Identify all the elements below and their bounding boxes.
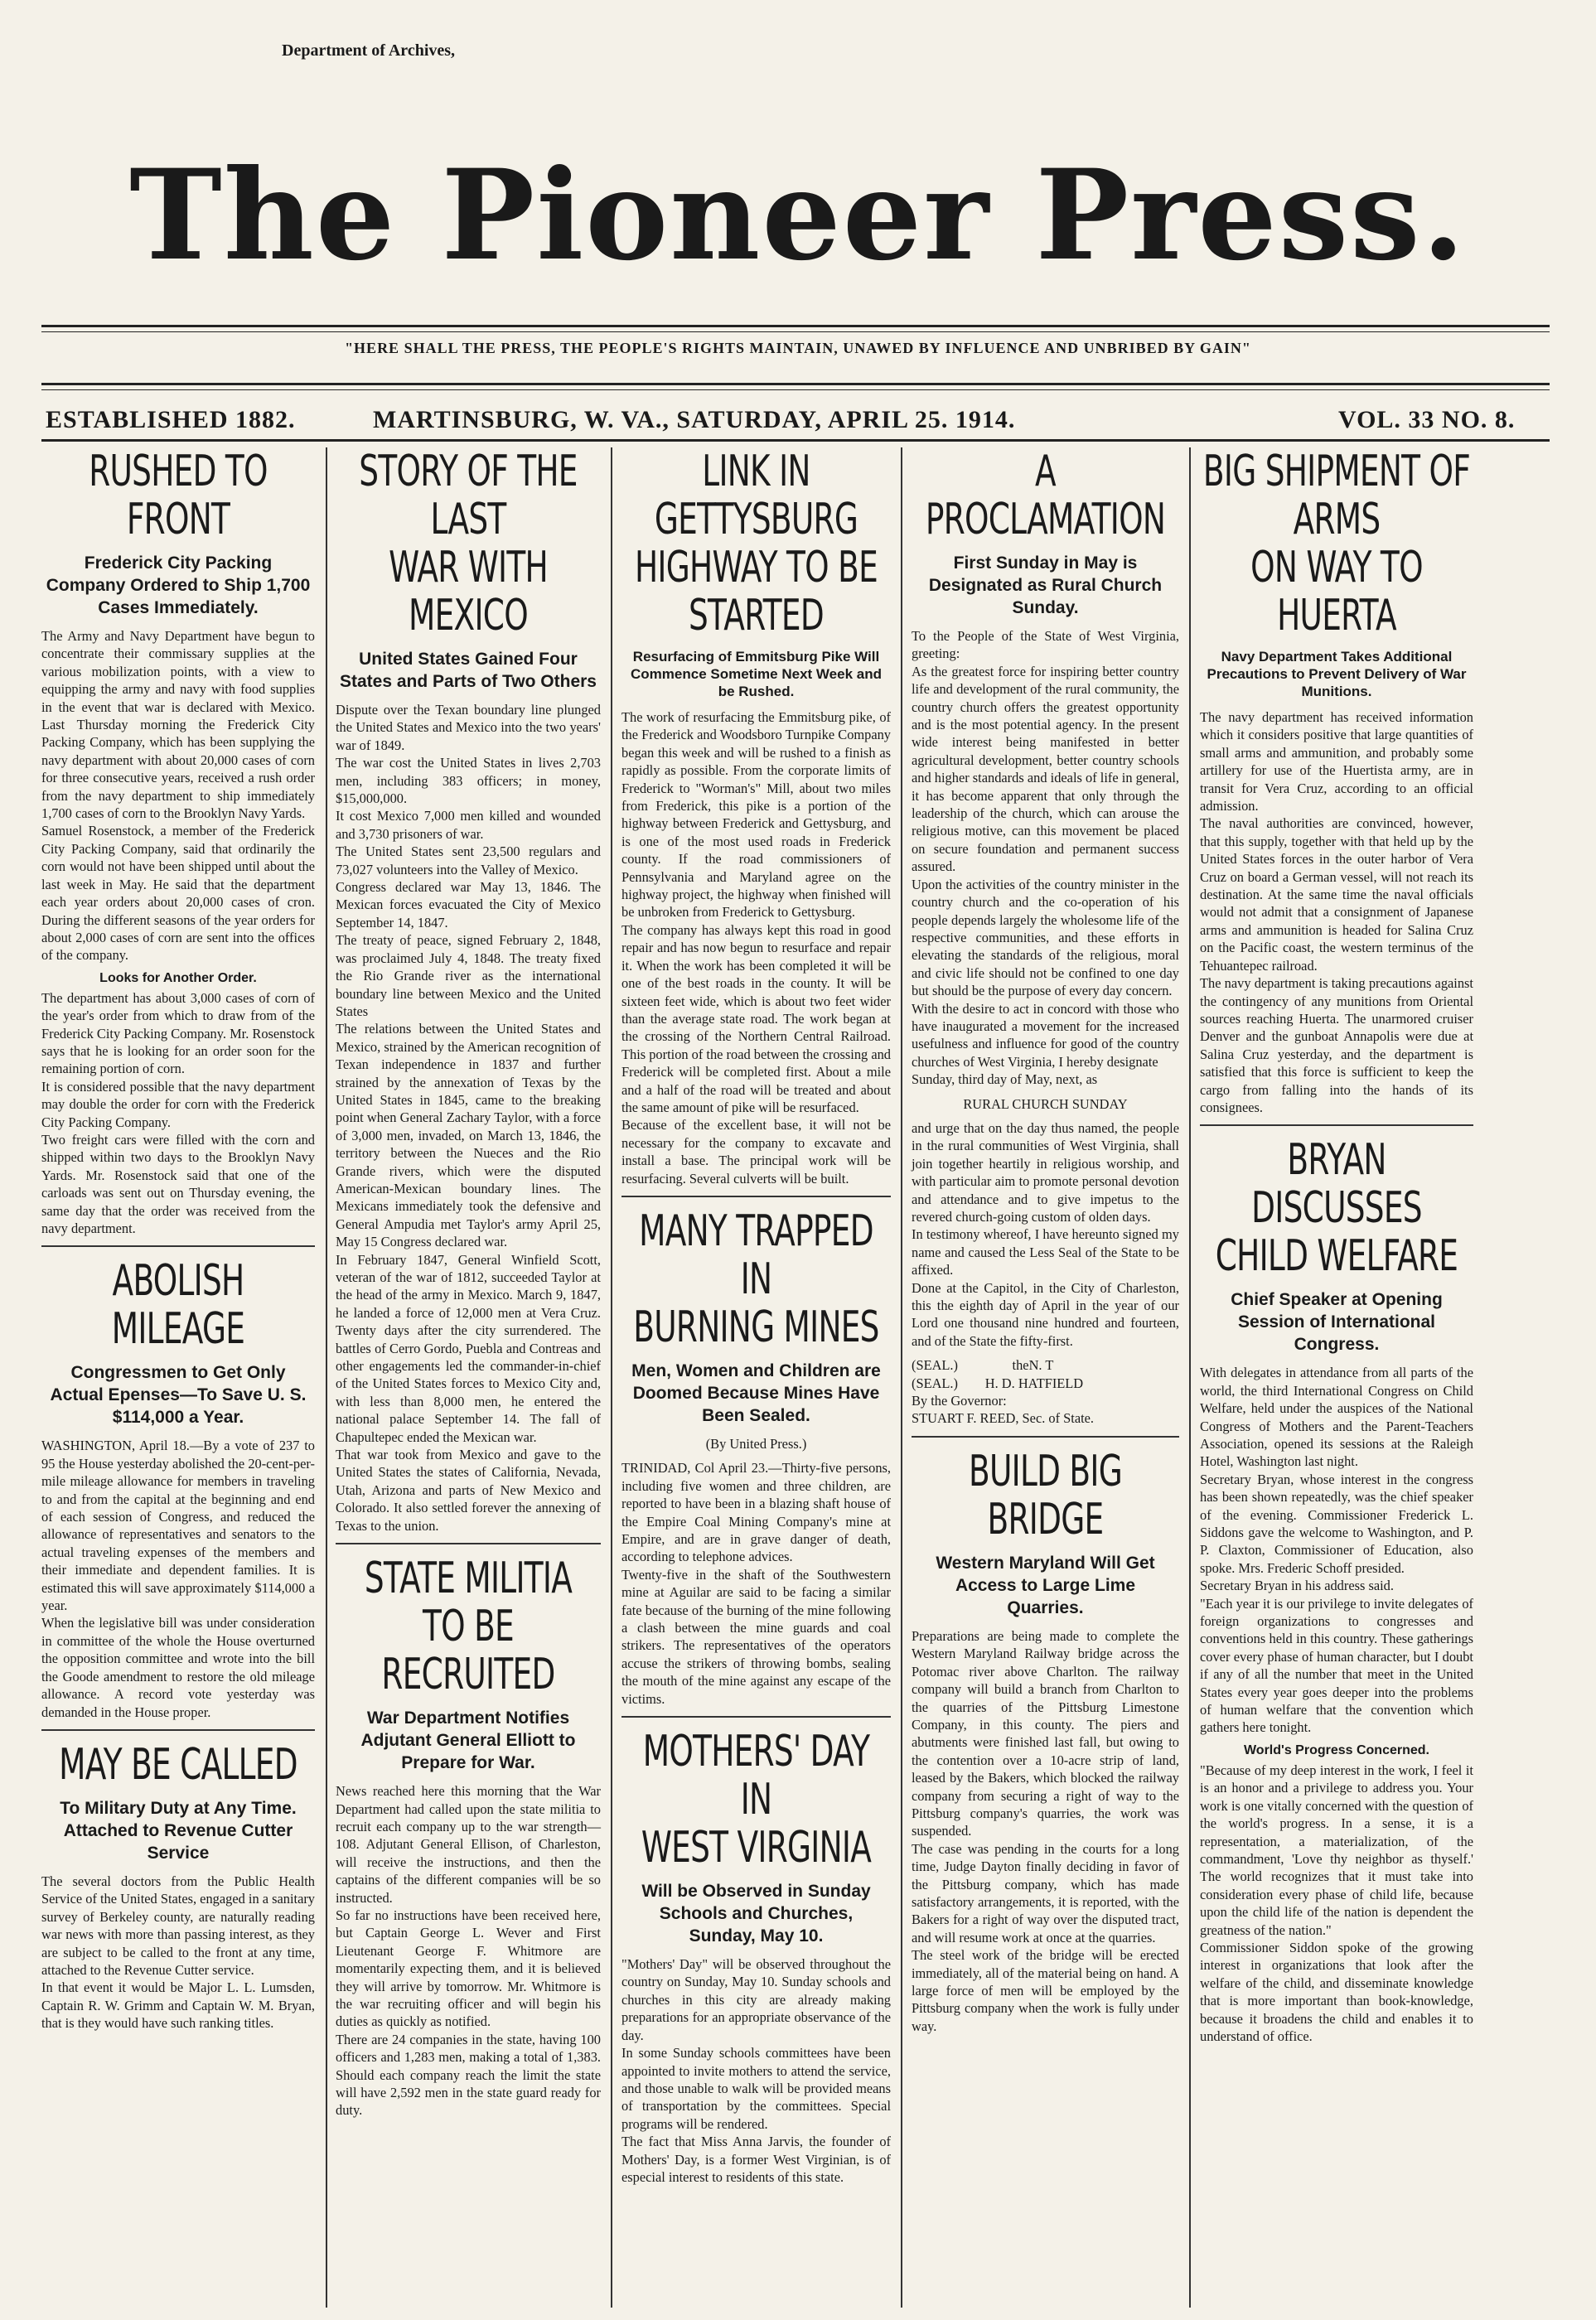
dek-proclamation: First Sunday in May is Designated as Rural Church Sunday. (928, 553, 1163, 617)
separator (41, 1729, 315, 1731)
column-5 (1192, 447, 1482, 2308)
body-state-militia: News reached here this morning that the War Department had called upon the state militia to recruit each company up to the war strength—108. Adjutant General Ellison, of Charleston, will receive the instructions, and then the captains of the different companies will be so instructed. So far no instructions have been received here, but Captain George L. Wever and First Lieutenant George F. Whitmore are momentarily expecting them, and it is believed they will arrive by tomorrow. Mr. Whitmore is the war recruiting officer and will begin his duties as quickly as notified. There are 24 companies in the state, having 100 officers and 1,283 men, making a total of 1,383. Should each company reach the limit the state will have 2,592 men in the state guard ready for duty. (336, 1783, 601, 2119)
dateline: MARTINSBURG, W. VA., SATURDAY, APRIL 25. 1914. (373, 406, 1016, 433)
headline-gettysburg-highway: LINK IN GETTYSBURG HIGHWAY TO BE STARTED (634, 447, 878, 640)
body-proclamation: To the People of the State of West Virginia, greeting: As the greatest force for inspiring better country life and development of the rural community, the country church offers the greatest opportunity and is the most potential agency. In the present wide interest being manifested in better agricultural development, better country schools and higher standards and ideals of life in general, it has become apparent that only through the leadership of the church, which can arouse the religious motive, can this movement be placed on secure foundation and permanent success assured. Upon the activities of the country minister in the country church and the co-operation of his people depends largely the wholesome life of the respective communities, and these efforts in elevating the standards of the religious, moral and civic life should not be confined to one day but should be the purpose of every day concern. With the desire to act in concord with those who have inaugurated a movement for the increased usefulness and influence for good of the country churches of West Virginia, I hereby designate Sunday, third day of May, next, as (912, 628, 1179, 1088)
body-bryan-child-welfare: With delegates in attendance from all parts of the world, the third International Congress on Child Welfare, held under the auspices of the National Congress of Mothers and the Parent-Teachers Association, opened its sessions at the Raleigh Hotel, Washington last night. Secretary Bryan, whose interest in the congress has been shown repeatedly, was the chief speaker of the evening. Commissioner Frederick L. Siddons gave the welcome to Washington, and P. P. Claxton, Commissioner of Education, also spoke. Mrs. Frederic Schoff presided. Secretary Bryan in his address said. "Each year it is our privilege to invite delegates of foreign organizations to congresses and conventions held in this country. These gatherings cover every phase of human character, but I doubt if any of all the number that meet in the United States every year goes deeper into the problems of human welfare that the convention which gathers here tonight. (1200, 1365, 1473, 1736)
secretary-of-state: STUART F. REED, Sec. of State. (912, 1410, 1095, 1427)
byline-united-press: (By United Press.) (705, 1435, 807, 1452)
separator (621, 1196, 891, 1197)
dek-abolish-mileage: Congressmen to Get Only Actual Epenses—To Save U. S. $114,000 a Year. (50, 1363, 307, 1428)
body-build-big-bridge: Preparations are being made to complete the Western Maryland Railway bridge across the Potomac river above Charlton. The railway company will build a branch from Charlton to the quarries of the Pittsburg Limestone Company, in this county. The piers and abutments were finished last fall, but owing to the contention over a 10-acre strip of land, leased by the Bakers, which blocked the railway company from securing a right of way to the Pittsburg company's quarries, the work was suspended. The case was pending in the courts for a long time, Judge Dayton finally deciding in favor of the Pittsburg company, which has made satisfactory arrangements, it is reported, with the Bakers for a right of way over the disputed tract, and will resume work at once at the quarries. The steel work of the bridge will be erected immediately, all of the material being on hand. A large force of men will be employed by the Pittsburg company when the work is fully under way. (912, 1627, 1179, 2034)
rule-mid-thin (41, 389, 1550, 390)
headline-burning-mines: MANY TRAPPED IN BURNING MINES (633, 1206, 879, 1352)
rule-mid (41, 383, 1550, 385)
body-abolish-mileage: WASHINGTON, April 18.—By a vote of 237 to 95 the House yesterday abolished the 20-cent-per-mile mileage allowance for members in traveling to and from the capital at the beginning and end of each session of Congress, and reduced the allowance of representatives and senators to the actual traveling expenses of the members and their immediate and dependent families. It is estimated this will save approximately $114,000 a year. When the legislative bill was under consideration in committee of the whole the House overturned the opposition committee and wrote into the bill the Goode amendment to restore the old mileage allowance. A record vote yesterday was demanded in the House proper. (41, 1438, 315, 1720)
body-war-with-mexico: Dispute over the Texan boundary line plunged the United States and Mexico into the two years' war of 1849. The war cost the United States in lives 2,703 men, including 383 officers; in money, $15,000,000. It cost Mexico 7,000 men killed and wounded and 3,730 prisoners of war. The United States sent 23,500 regulars and 73,027 volunteers into the Valley of Mexico. Congress declared war May 13, 1846. The Mexican forces evacuated the City of Mexico September 14, 1847. The treaty of peace, signed February 2, 1848, was proclaimed July 4, 1848. The treaty fixed the Rio Grande river as the international boundary line between Mexico and the United States The relations between the United States and Mexico, strained by the American recognition of Texan independence in 1837 and further strained by the annexation of Texas by the United States in 1845, came to the breaking point when General Zachary Taylor, with a force of 3,000 men, invaded, on March 13, 1846, the territory between the Nueces and the Rio Grande rivers, which were the disputed American-Mexican boundary lines. The Mexicans immediately took the defensive and General Ampudia met Taylor's army April 25, May 15 Congress declared war. In February 1847, General Winfield Scott, veteran of the war of 1812, succeeded Taylor at the head of the army in Mexico. March 9, 1847, he landed a force of 12,000 men at Vera Cruz. Twenty days after the city surrendered. The battles of Cerro Gordo, Puebla and Contreas and other engagements led the commander-in-chief of the United States forces to Mexico City and, with less than 8,000 men, he entered the national palace September 14. The fall of Chapultepec ended the Mexican war. That war took from Mexico and gave to the United States the states of California, Nevada, Utah, Arizona and parts of New Mexico and Colorado. It also settled forever the annexing of Texas to the union. (336, 702, 601, 1534)
dek-gettysburg-highway: Resurfacing of Emmitsburg Pike Will Commence Sometime Next Week and be Rushed. (631, 649, 882, 699)
column-1 (33, 447, 323, 2308)
info-bar (41, 399, 1550, 441)
archive-note: Department of Archives, (282, 41, 456, 60)
headline-abolish-mileage: ABOLISH MILEAGE (111, 1256, 245, 1355)
rule-bottom (41, 439, 1550, 442)
dek-rushed-to-front: Frederick City Packing Company Ordered to Ship 1,700 Cases Immediately. (46, 553, 311, 617)
rule-top-thin (41, 331, 1550, 332)
column-rule-4 (1189, 447, 1191, 2308)
body-mothers-day: "Mothers' Day" will be observed throughout the country on Sunday, May 10. Sunday schools and churches in this city are already making preparations for an appropriate observance of the day. In some Sunday schools committees have been appointed to invite mothers to attend the service, and those unable to walk will be provided means of transportation by the committees. Special programs will be rendered. The fact that Miss Anna Jarvis, the founder of Mothers' Day, is a former West Virginian, is of especial interest to residents of this state. (621, 1956, 891, 2185)
dek-war-with-mexico: United States Gained Four States and Parts of Two Others (339, 650, 597, 691)
rural-church-sunday: RURAL CHURCH SUNDAY (963, 1095, 1128, 1112)
body-rushed-to-front-2: The department has about 3,000 cases of corn of the year's order from which to draw from of the Frederick City Packing Company. Mr. Rosenstock says that he is looking for an order soon for the remaining portion of corn. It is considered possible that the navy department may double the order for corn with the Frederick City Packing Company. Two freight cars were filled with the corn and shipped within two days to the Brooklyn Navy Yards. Mr. Rosenstock said that one of the carloads was sent out on Thursday evening, the same day that the order was received from the navy department. (41, 989, 315, 1236)
rule-top (41, 325, 1550, 327)
dek-build-big-bridge: Western Maryland Will Get Access to Large Lime Quarries. (936, 1553, 1155, 1617)
headline-rushed-to-front: RUSHED TO FRONT (89, 447, 268, 544)
separator (1200, 1124, 1473, 1126)
motto: "HERE SHALL THE PRESS, THE PEOPLE'S RIGHTS MAINTAIN, UNAWED BY INFLUENCE AND UNBRIBED BY GAIN" (345, 340, 1251, 356)
headline-may-be-called: MAY BE CALLED (59, 1739, 297, 1790)
seal-line-2: (SEAL.) H. D. HATFIELD (912, 1375, 1084, 1391)
subhead-worlds-progress: World's Progress Concerned. (1243, 1742, 1429, 1757)
headline-build-big-bridge: BUILD BIG BRIDGE (969, 1446, 1122, 1544)
established: ESTABLISHED 1882. (46, 406, 296, 433)
masthead-title: The Pioneer Press. (129, 143, 1467, 288)
by-the-governor: By the Governor: (912, 1393, 1007, 1409)
dek-may-be-called: To Military Duty at Any Time. Attached to Revenue Cutter Service (60, 1798, 297, 1863)
column-2 (327, 447, 609, 2308)
body-gettysburg-highway: The work of resurfacing the Emmitsburg pike, of the Frederick and Woodsboro Turnpike Company began this week and will be rushed to a finish as rapidly as possible. From the corporate limits of Frederick to "Worman's" Mill, about two miles from Frederick, this pike is a portion of the highway between Frederick and Gettysburg, and is one of the most used roads in Frederick county. If the road commissioners of Pennsylvania and Maryland agree on the highway project, the highway when finished will be unbroken from Frederick to Gettysburg. The company has always kept this road in good repair and has now begun to resurface and repair it. When the work has been completed it will be one of the best roads in the county. It will be sixteen feet wide, which is about two feet wider than the average state road. The work began at the crossing of the Northern Central Railroad. This portion of the road between the crossing and Frederick will be completed first. About a mile and a half of the road will be treated and about the same amount of pike will be resurfaced. Because of the excellent base, it will not be necessary for the company to excavate and install a base. The principal work will be resurfacing. Several culverts will be built. (621, 709, 891, 1187)
headline-proclamation: A PROCLAMATION (925, 447, 1166, 544)
subhead-another-order: Looks for Another Order. (99, 970, 257, 985)
dek-arms-to-huerta: Navy Department Takes Additional Precautions to Prevent Delivery of War Munitions. (1207, 649, 1467, 699)
body-arms-to-huerta: The navy department has received information which it considers positive that large quantities of small arms and ammunition, and probably some artillery for use of the Huertista army, are in transit for Vera Cruz, according to an official admission. The naval authorities are convinced, however, that this supply, together with that held up by the United States forces in the outer harbor of Vera Cruz on board a German vessel, will not reach its destination. At the same time the naval officials would not admit that a consignment of Japanese arms and ammunition is headed for Salina Cruz on the Pacific coast, the western terminus of the Tehuantepec railroad. The navy department is taking precautions against the contingency of any munitions from Oriental sources reaching Huerta. The unarmored cruiser Denver and the gunboat Annapolis were due at Salina Cruz yesterday, and the department is satisfied that this force is sufficient to keep the cargo from falling into the hands of its consignees. (1200, 709, 1473, 1115)
body-may-be-called: The several doctors from the Public Health Service of the United States, engaged in a sanitary survey of Berkeley county, are naturally reading war news with more than passing interest, as they are subject to be called to the front at any time, attached to the Revenue Cutter service. In that event it would be Major L. L. Lumsden, Captain R. W. Grimm and Captain W. M. Bryan, that is they would have such ranking titles. (41, 1873, 315, 2032)
separator (912, 1436, 1179, 1438)
headline-mothers-day: MOTHERS' DAY IN WEST VIRGINIA (641, 1727, 872, 1873)
separator (336, 1543, 601, 1544)
column-rule-3 (901, 447, 902, 2308)
column-rule-2 (611, 447, 612, 2308)
volume-number: VOL. 33 NO. 8. (1338, 406, 1516, 433)
column-4 (903, 447, 1187, 2308)
body-proclamation-2: and urge that on the day thus named, the people in the rural communities of West Virginia, shall join together heartily in religious worship, and with particular aim to promote personal devotion and attendance and to give impetus to the revered church-going custom of olden days. In testimony whereof, I have hereunto signed my name and caused the Less Seal of the State to be affixed. Done at the Capitol, in the City of Charleston, this the eighth day of April in the year of our Lord one thousand nine hundred and fourteen, and of the State the fifty-first. (912, 1119, 1179, 1349)
dek-mothers-day: Will be Observed in Sunday Schools and Churches, Sunday, May 10. (641, 1882, 871, 1946)
headline-bryan-child-welfare: BRYAN DISCUSSES CHILD WELFARE (1215, 1135, 1458, 1282)
seal-line-1: (SEAL.) theN. T (912, 1357, 1054, 1374)
separator (621, 1716, 891, 1718)
body-burning-mines: TRINIDAD, Col April 23.—Thirty-five persons, including five women and three children, are reported to have been in a blazing shaft house of the Empire Coal Mining Company's mine at Empire, and are in grave danger of death, according to telephone advices. Twenty-five in the shaft of the Southwestern mine at Aguilar are said to be facing a similar fate because of the burning of the mine following a clash between the mine guards and coal strikers. The representatives of the operators accuse the strikers of throwing bombs, sealing the mouth of the mine against any escape of the victims. (621, 1460, 891, 1707)
dek-burning-mines: Men, Women and Children are Doomed Because Mines Have Been Sealed. (631, 1361, 881, 1425)
dek-state-militia: War Department Notifies Adjutant General Elliott to Prepare for War. (360, 1709, 576, 1773)
separator (41, 1245, 315, 1247)
headline-arms-to-huerta: BIG SHIPMENT OF ARMS ON WAY TO HUERTA (1202, 447, 1471, 640)
column-3 (613, 447, 899, 2308)
body-bryan-child-welfare-2: "Because of my deep interest in the work, I feel it is an honor and a privilege to address you. Your work is one vitally concerned with the question of the world's progress. In a sense, it is a representation, a materialization, of the commandment, 'Love thy neighbor as thyself.' The world recognizes that it must take into consideration every phase of child life, because upon the child life of the nation is dependent the greatness of the nation." Commissioner Siddon spoke of the growing interest in organizations that look after the welfare of the child, and disseminate knowledge that is more important than book-knowledge, because it broadens the child and enables it to understand of office. (1200, 1762, 1473, 2044)
dek-bryan-child-welfare: Chief Speaker at Opening Session of International Congress. (1231, 1290, 1443, 1355)
body-rushed-to-front: The Army and Navy Department have begun to concentrate their commissary supplies at the various mobilization points, with a view to equipping the army and navy with food supplies in the event that war is declared with Mexico. Last Thursday morning the Frederick City Packing Company, which has been supplying the navy department with about 20,000 cases of corn for three consecutive years, received a rush order from the navy department to ship immediately 1,700 cases of corn to the Brooklyn Navy Yards. Samuel Rosenstock, a member of the Frederick City Packing Company, said that ordinarily the corn would not have been shipped until about the last week in May. He said that the department each year orders about 20,000 cases of cron. During the different seasons of the year orders for about 2,000 cases of corn are sent into the offices of the company. (41, 628, 315, 964)
headline-state-militia: STATE MILITIA TO BE RECRUITED (364, 1554, 573, 1700)
headline-war-with-mexico: STORY OF THE LAST WAR WITH MEXICO (359, 447, 578, 640)
